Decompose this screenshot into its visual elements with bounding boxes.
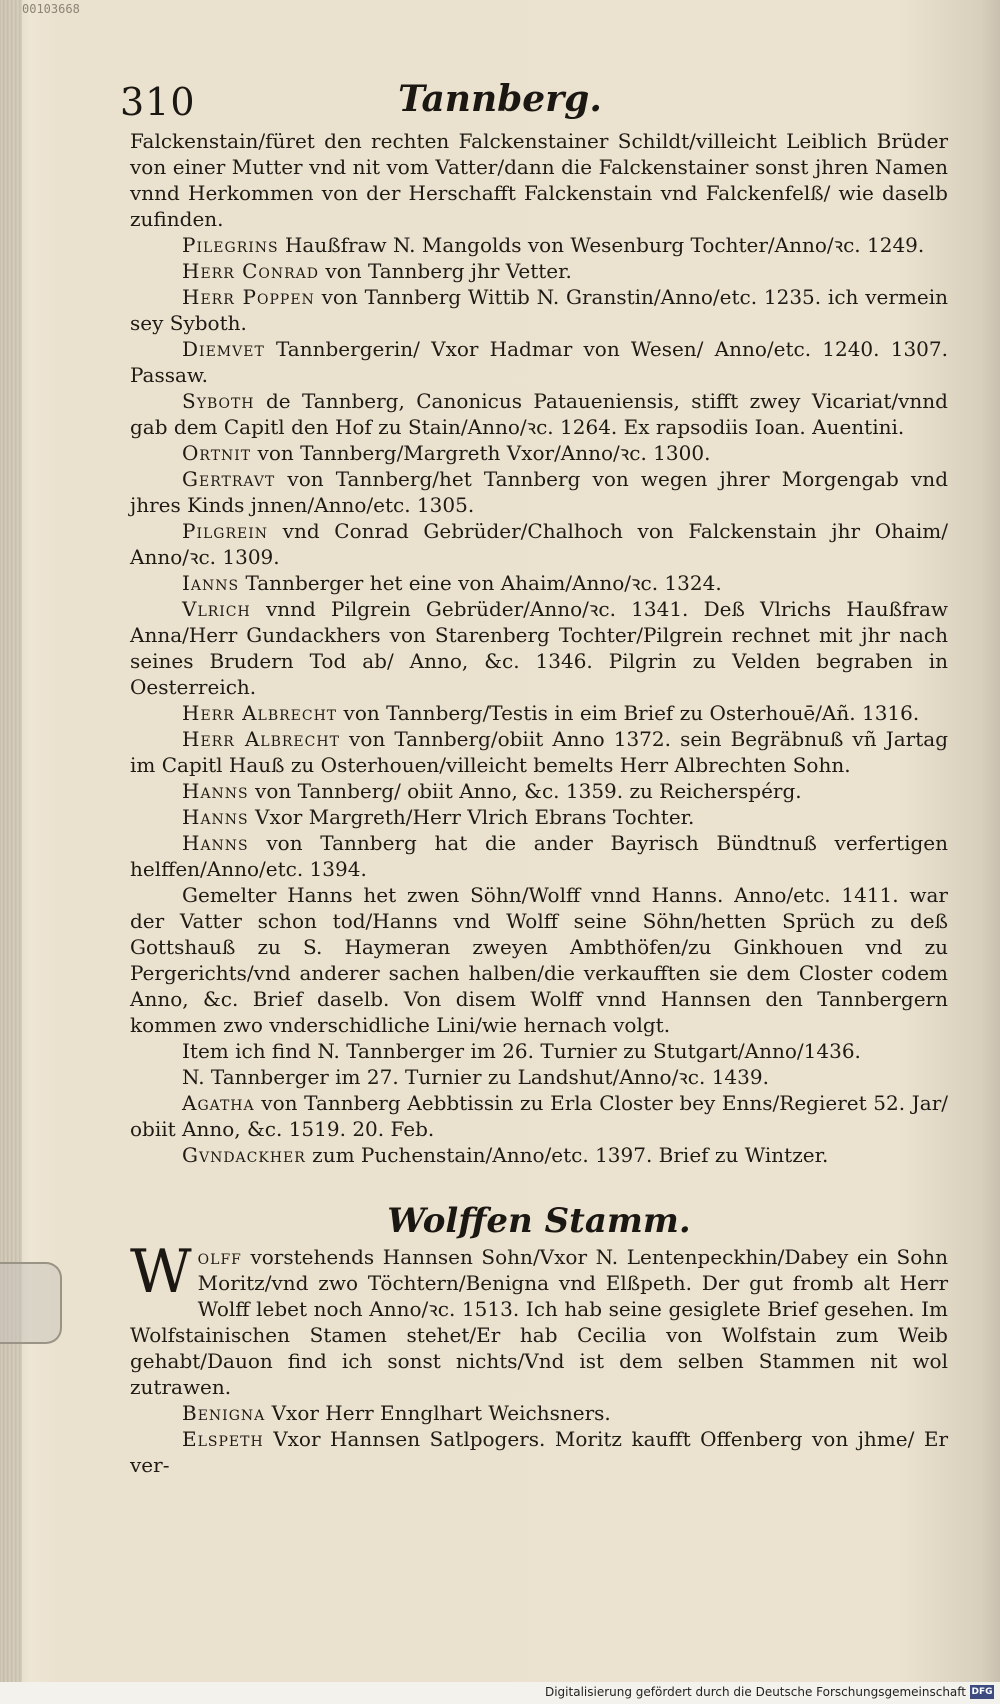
- entry-text: von Tannberg Aebbtissin zu Erla Closter bey Enns/Regieret 52. Jar/ obiit Anno, &c. 1519. 20. Feb.: [130, 1091, 948, 1141]
- entry-name: Agatha: [182, 1091, 255, 1115]
- entry-text: von Tannberg/Margreth Vxor/Anno/ꝛc. 1300.: [257, 441, 711, 465]
- intro-lead: olff: [197, 1245, 242, 1269]
- section-intro: [130, 1237, 949, 1400]
- entry-text: Tannberger het eine von Ahaim/Anno/ꝛc. 1324.: [245, 571, 722, 595]
- scan-id: 00103668: [22, 2, 80, 16]
- entry-text: von Tannberg jhr Vetter.: [325, 259, 572, 283]
- genealogy-entry: [130, 726, 948, 778]
- entry-name: Syboth: [182, 389, 255, 413]
- genealogy-entry: [130, 570, 948, 596]
- section-entry-list: [130, 1400, 948, 1478]
- entry-name: Ianns: [182, 571, 240, 595]
- entry-name: Gvndackher: [182, 1143, 306, 1167]
- genealogy-entry: [130, 258, 948, 284]
- genealogy-entry: [130, 1038, 948, 1064]
- entry-text: vnnd Pilgrein Gebrüder/Anno/ꝛc. 1341. Deß Vlrichs Haußfraw Anna/Herr Gundackhers von Starenberg Tochter/Pilgrein rechnet mit jhr nach seines Brudern Tod ab/ Anno, &c. 1346. Pilgrin zu Velden begraben in Oesterreich.: [130, 597, 948, 699]
- page-number: 310: [120, 80, 196, 124]
- drop-cap: W: [130, 1237, 192, 1307]
- entry-text: von Tannberg hat die ander Bayrisch Bündtnuß verfertigen helffen/Anno/etc. 1394.: [130, 831, 949, 881]
- entry-text: zum Puchenstain/Anno/etc. 1397. Brief zu Wintzer.: [312, 1143, 829, 1167]
- entry-name: Herr Albrecht: [182, 701, 338, 725]
- genealogy-entry: [130, 700, 948, 726]
- genealogy-entry: [130, 1142, 948, 1168]
- entry-list: [130, 128, 948, 1168]
- entry-name: Hanns: [182, 779, 249, 803]
- entry-text: Vxor Margreth/Herr Vlrich Ebrans Tochter.: [255, 805, 695, 829]
- entry-text: von Tannberg/ obiit Anno, &c. 1359. zu Reicherspérg.: [255, 779, 802, 803]
- genealogy-entry: [130, 518, 948, 570]
- entry-name: Elspeth: [182, 1427, 264, 1451]
- genealogy-entry: [130, 830, 948, 882]
- genealogy-entry: [130, 128, 948, 232]
- genealogy-entry: [130, 882, 948, 1038]
- entry-text: de Tannberg, Canonicus Pataueniensis, stifft zwey Vicariat/vnnd gab dem Capitl den Hof zu Stain/Anno/ꝛc. 1264. Ex rapsodiis Ioan. Auentini.: [130, 389, 948, 439]
- entry-name: Herr Albrecht: [182, 727, 340, 751]
- genealogy-entry: [130, 284, 948, 336]
- entry-name: Pilgrein: [182, 519, 269, 543]
- intro-text: vorstehends Hannsen Sohn/Vxor N. Lentenpeckhin/Dabey ein Sohn Moritz/vnd zwo Töchtern/Benigna vnd Elßpeth. Der gut fromb alt Herr Wolff lebet noch Anno/ꝛc. 1513. Ich hab seine gesiglete Brief gesehen. Im Wolfstainischen Stamen stehet/Er hab Cecilia von Wolfstain zum Weib gehabt/Dauon find ich sonst nichts/Vnd ist dem selben Stammen nit wol zutrawen.: [130, 1245, 949, 1399]
- entry-name: Benigna: [182, 1401, 266, 1425]
- entry-name: Pilegrins: [182, 233, 279, 257]
- entry-text: von Tannberg Wittib N. Granstin/Anno/etc. 1235. ich vermein sey Syboth.: [130, 285, 948, 335]
- entry-text: Vxor Hannsen Satlpogers. Moritz kaufft Offenberg von jhme/ Er ver-: [130, 1427, 948, 1477]
- bookmark-ribbon: [0, 1262, 62, 1344]
- book-page-edges: [0, 0, 22, 1704]
- entry-text: Haußfraw N. Mangolds von Wesenburg Tochter/Anno/ꝛc. 1249.: [284, 233, 925, 257]
- entry-text: vnd Conrad Gebrüder/Chalhoch von Falckenstain jhr Ohaim/ Anno/ꝛc. 1309.: [130, 519, 949, 569]
- entry-text: von Tannberg/obiit Anno 1372. sein Begräbnuß vñ Jartag im Capitl Hauß zu Osterhouen/villeicht bemelts Herr Albrechten Sohn.: [130, 727, 948, 777]
- entry-name: Herr Conrad: [182, 259, 320, 283]
- genealogy-entry: [130, 804, 948, 830]
- footer-credit: Digitalisierung gefördert durch die Deutsche Forschungsgemeinschaft: [544, 1685, 966, 1699]
- entry-name: Ortnit: [182, 441, 252, 465]
- genealogy-entry: [130, 440, 948, 466]
- entry-name: Diemvet: [182, 337, 265, 361]
- genealogy-entry: [130, 778, 948, 804]
- running-head: Tannberg.: [398, 78, 602, 120]
- entry-text: Item ich find N. Tannberger im 26. Turnier zu Stutgart/Anno/1436.: [182, 1039, 861, 1063]
- entry-name: Hanns: [182, 831, 249, 855]
- entry-text: Tannbergerin/ Vxor Hadmar von Wesen/ Anno/etc. 1240. 1307. Passaw.: [130, 337, 948, 387]
- entry-text: von Tannberg/Testis in eim Brief zu Osterhouē/Añ. 1316.: [343, 701, 920, 725]
- genealogy-entry: [130, 1400, 948, 1426]
- entry-name: Gertravt: [182, 467, 276, 491]
- entry-name: Vlrich: [182, 597, 251, 621]
- entry-text: Falckenstain/füret den rechten Falckenstainer Schildt/villeicht Leiblich Brüder von einer Mutter vnd nit vom Vatter/dann die Falckenstainer sonst jhren Namen vnnd Herkommen von der Herschafft Falckenstain vnd Falckenfelß/ wie daselb zufinden.: [130, 129, 948, 231]
- genealogy-entry: [130, 466, 948, 518]
- entry-text: Vxor Herr Ennglhart Weichsners.: [271, 1401, 611, 1425]
- section-heading: Wolffen Stamm.: [387, 1201, 691, 1241]
- genealogy-entry: [130, 232, 948, 258]
- genealogy-entry: [130, 1090, 948, 1142]
- genealogy-entry: [130, 388, 948, 440]
- genealogy-entry: [130, 596, 948, 700]
- genealogy-entry: [130, 1426, 948, 1478]
- dfg-logo: DFG: [971, 1687, 993, 1697]
- entry-name: Hanns: [182, 805, 249, 829]
- genealogy-entry: [130, 336, 948, 388]
- entry-text: von Tannberg/het Tannberg von wegen jhrer Morgengab vnd jhres Kinds jnnen/Anno/etc. 1305.: [130, 467, 948, 517]
- entry-text: N. Tannberger im 27. Turnier zu Landshut/Anno/ꝛc. 1439.: [182, 1065, 769, 1089]
- entry-text: Gemelter Hanns het zwen Söhn/Wolff vnnd Hanns. Anno/etc. 1411. war der Vatter schon tod/Hanns vnd Wolff seine Söhn/hetten Sprüch zu deß Gottshauß zu S. Haymeran zweyen Ambthöfen/zu Ginkhouen vnd zu Pergerichts/vnd anderer sachen halben/die verkaufften sie dem Closter codem Anno, &c. Brief daselb. Von disem Wolff vnnd Hannsen den Tannbergern kommen zwo vnderschidliche Lini/wie hernach volgt.: [130, 883, 948, 1037]
- page-body: [130, 128, 948, 1478]
- genealogy-entry: [130, 1064, 948, 1090]
- entry-name: Herr Poppen: [182, 285, 315, 309]
- footer-bar: [0, 1682, 1000, 1704]
